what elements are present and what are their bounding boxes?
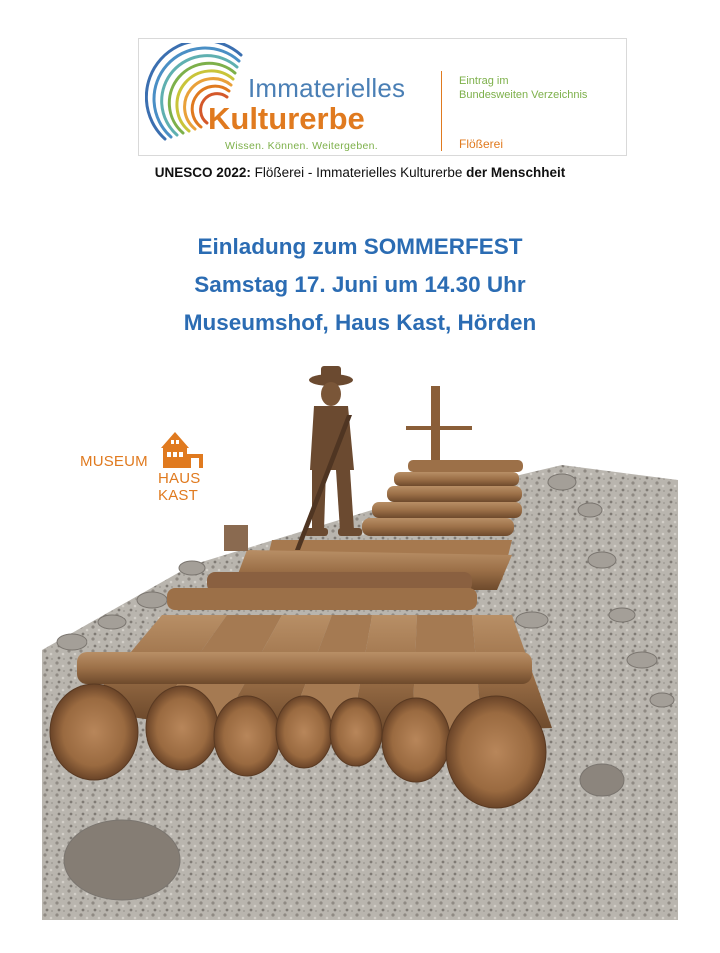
register-line2: Bundesweiten Verzeichnis — [459, 89, 588, 101]
unesco-suffix: der Menschheit — [466, 165, 566, 180]
register-line1: Eintrag im — [459, 75, 509, 87]
unesco-prefix: UNESCO 2022: — [154, 165, 251, 180]
unesco-line — [0, 165, 720, 180]
logo-title-line1: Immaterielles — [248, 73, 406, 103]
raft-model-photo — [42, 360, 678, 920]
museum-word: MUSEUM — [80, 453, 148, 470]
invitation-location: Museumshof, Haus Kast, Hörden — [183, 310, 537, 335]
register-entry-name: Flößerei — [459, 137, 504, 151]
heritage-logo — [138, 38, 627, 156]
haus-kast-word: HAUS KAST — [158, 470, 201, 504]
logo-title-line2: Kulturerbe — [208, 101, 365, 136]
unesco-middle: Flößerei - Immaterielles Kulturerbe — [250, 165, 467, 180]
logo-tagline: Wissen. Können. Weitergeben. — [225, 140, 378, 152]
invitation-title: Einladung zum SOMMERFEST — [197, 234, 523, 259]
invitation-date: Samstag 17. Juni um 14.30 Uhr — [194, 272, 526, 297]
house-icon — [159, 428, 205, 468]
logo-divider — [441, 71, 442, 151]
